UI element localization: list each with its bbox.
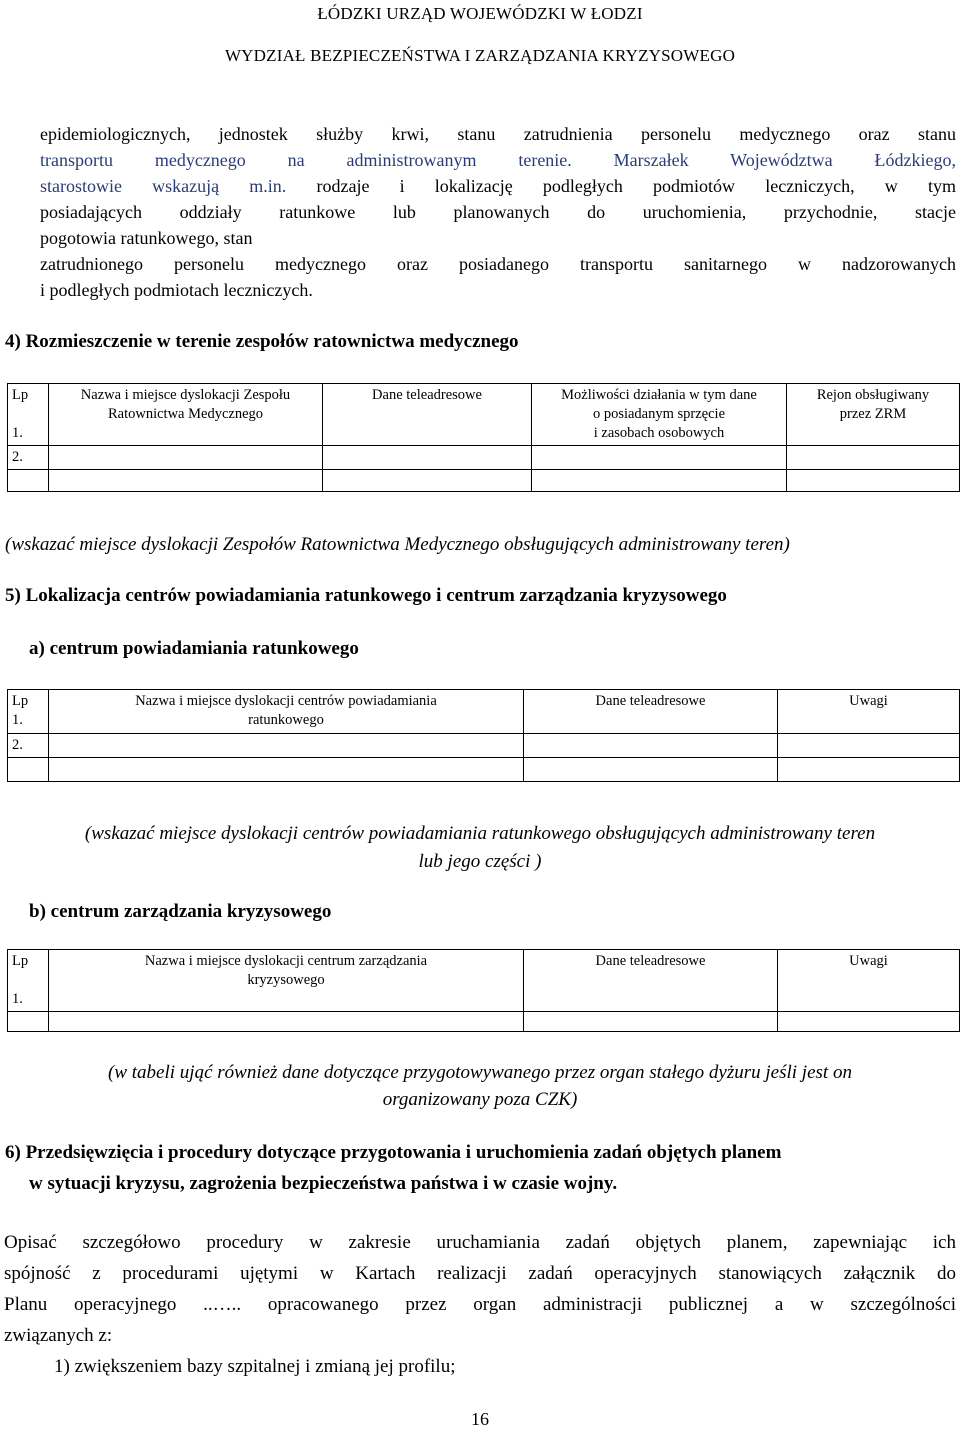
col-notes: Uwagi <box>778 690 960 734</box>
col-area: przez ZRM <box>839 406 907 422</box>
title-line: w sytuacji kryzysu, zagrożenia bezpieczeństwa państwa i w czasie wojny. <box>29 1173 618 1194</box>
body-line: związanych z: <box>4 1325 113 1346</box>
col-name: ratunkowego <box>248 712 324 728</box>
zrm-table <box>7 383 960 492</box>
col-capabilities: o posiadanym sprzęcie <box>592 406 726 422</box>
col-contact: Dane teleadresowe <box>524 690 778 734</box>
note-line: organizowany poza CZK) <box>382 1089 578 1110</box>
col-name: kryzysowego <box>247 972 325 988</box>
page-number: 16 <box>471 1409 489 1429</box>
row-number: 1. <box>12 425 23 441</box>
section-5b-title: b) centrum zarządzania kryzysowego <box>29 901 332 922</box>
table-header-row <box>8 384 960 446</box>
intro-line: rodzaje i lokalizację podległych podmiotów leczniczych, w tym <box>286 176 956 196</box>
col-contact: Dane teleadresowe <box>524 950 778 1012</box>
table-row <box>8 734 960 758</box>
intro-line: transportu medycznego na administrowanym terenie. Marszałek Województwa Łódzkiego, <box>40 150 956 170</box>
col-name: Nazwa i miejsce dyslokacji Zespołu <box>80 387 291 403</box>
col-capabilities: i zasobach osobowych <box>593 425 725 441</box>
intro-line-highlight: starostowie wskazują m.in. <box>40 176 287 196</box>
table-row <box>8 446 960 470</box>
section-6-body <box>4 1227 956 1382</box>
row-number: 1. <box>12 991 23 1007</box>
intro-line: i podległych podmiotach leczniczych. <box>40 280 313 300</box>
section-6-title <box>5 1137 955 1199</box>
row-number: 1. <box>12 712 23 728</box>
intro-line: posiadających oddziały ratunkowe lub planowanych do uruchomienia, przychodnie, stacje <box>40 202 956 222</box>
col-area: Rejon obsługiwany <box>816 387 930 403</box>
col-name: Nazwa i miejsce dyslokacji centrów powiadamiania <box>135 693 437 709</box>
intro-paragraph <box>40 121 956 303</box>
body-line: Opisać szczegółowo procedury w zakresie uruchamiania zadań objętych planem, zapewniając ich <box>4 1232 956 1253</box>
header-department: WYDZIAŁ BEZPIECZEŃSTWA I ZARZĄDZANIA KRYZYSOWEGO <box>224 46 736 65</box>
col-notes: Uwagi <box>778 950 960 1012</box>
note-line: lub jego części ) <box>418 851 542 872</box>
section-5b-note <box>0 1059 960 1113</box>
col-lp: Lp <box>12 387 29 403</box>
intro-line: zatrudnionego personelu medycznego oraz posiadanego transportu sanitarnego w nadzorowanych <box>40 254 956 274</box>
section-5a-note <box>0 820 960 876</box>
body-line: Planu operacyjnego ..….. opracowanego przez organ administracji publicznej a w szczególności <box>4 1294 956 1315</box>
list-item: 1) zwiększeniem bazy szpitalnej i zmianą jej profilu; <box>54 1356 456 1377</box>
note-line: (wskazać miejsce dyslokacji centrów powiadamiania ratunkowego obsługujących administrowany teren <box>84 823 876 844</box>
table-row <box>8 1012 960 1032</box>
col-contact: Dane teleadresowe <box>323 384 532 446</box>
intro-line: epidemiologicznych, jednostek służby krwi, stanu zatrudnienia personelu medycznego oraz stanu <box>40 124 956 144</box>
table-row <box>8 470 960 492</box>
col-name: Nazwa i miejsce dyslokacji centrum zarządzania <box>144 953 428 969</box>
col-lp: Lp <box>12 693 29 709</box>
table-header-row <box>8 690 960 734</box>
section-5a-title: a) centrum powiadamiania ratunkowego <box>29 638 359 659</box>
section-4-note: (wskazać miejsce dyslokacji Zespołów Ratownictwa Medycznego obsługujących administrowany teren) <box>5 534 790 555</box>
col-capabilities: Możliwości działania w tym dane <box>561 387 757 403</box>
col-lp: Lp <box>12 953 29 969</box>
note-line: (w tabeli ująć również dane dotyczące przygotowywanego przez organ stałego dyżuru jeśli jest on <box>108 1062 852 1083</box>
cpr-table <box>7 689 960 782</box>
row-number: 2. <box>8 446 49 470</box>
header-office: ŁÓDZKI URZĄD WOJEWÓDZKI W ŁODZI <box>317 4 643 23</box>
table-row <box>8 758 960 782</box>
body-line: spójność z procedurami ujętymi w Kartach realizacji zadań operacyjnych stanowiących załącznik do <box>4 1263 956 1284</box>
intro-line: pogotowia ratunkowego, stan <box>40 228 253 248</box>
row-number: 2. <box>8 734 49 758</box>
col-name: Ratownictwa Medycznego <box>107 406 264 422</box>
title-line: 6) Przedsięwzięcia i procedury dotyczące przygotowania i uruchomienia zadań objętych planem <box>5 1142 782 1163</box>
czk-table <box>7 949 960 1032</box>
section-4-title: 4) Rozmieszczenie w terenie zespołów ratownictwa medycznego <box>5 331 519 352</box>
section-5-title: 5) Lokalizacja centrów powiadamiania ratunkowego i centrum zarządzania kryzysowego <box>5 585 727 606</box>
table-header-row <box>8 950 960 1012</box>
